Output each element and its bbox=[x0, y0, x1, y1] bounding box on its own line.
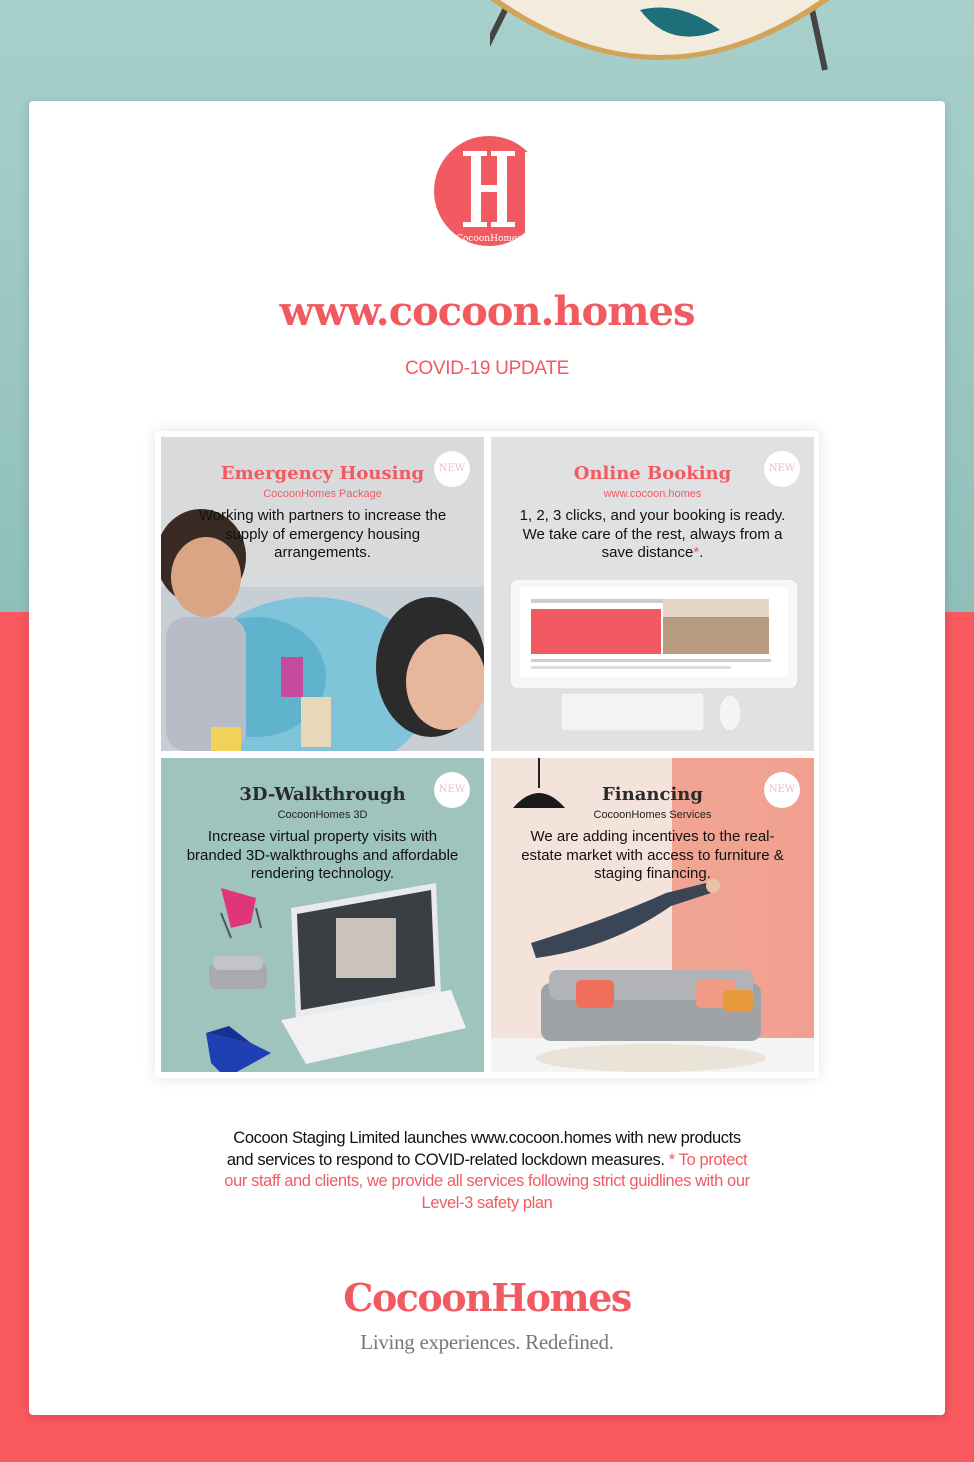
chair-decoration bbox=[490, 0, 830, 100]
announcement-main: Cocoon Staging Limited launches www.cocoon.homes with new products and services to respond to COVID-related lockdown measures. bbox=[226, 1129, 741, 1169]
site-url[interactable]: www.cocoon.homes bbox=[279, 288, 695, 335]
tile-subtitle: CocoonHomes 3D bbox=[277, 809, 368, 821]
tile-emergency-housing[interactable] bbox=[161, 437, 484, 751]
tile-online-booking[interactable] bbox=[491, 437, 814, 751]
tile-description: We are adding incentives to the real-estate market with access to furniture & staging financing. bbox=[521, 828, 784, 882]
new-badge: NEW bbox=[764, 451, 800, 487]
brand-tagline: Living experiences. Redefined. bbox=[360, 1330, 614, 1354]
logo-text: CocoonHomes bbox=[456, 234, 522, 244]
tile-title: Online Booking bbox=[573, 463, 732, 484]
new-badge: NEW bbox=[434, 451, 470, 487]
tile-financing[interactable] bbox=[491, 758, 814, 1072]
tile-description: 1, 2, 3 clicks, and your booking is ready. We take care of the rest, always from a save distance*. bbox=[519, 507, 786, 561]
new-badge: NEW bbox=[434, 772, 470, 808]
tile-3d-walkthrough[interactable] bbox=[161, 758, 484, 1072]
financing-photo bbox=[491, 758, 814, 1072]
tile-title: 3D-Walkthrough bbox=[239, 784, 406, 805]
safety-notice: * To protect our staff and clients, we provide all services following strict guidlines with our Level-3 safety plan bbox=[224, 1150, 750, 1212]
tile-description: Working with partners to increase the supply of emergency housing arrangements. bbox=[198, 507, 447, 561]
cocoonhomes-logo-icon bbox=[433, 127, 543, 257]
tile-title: Emergency Housing bbox=[220, 463, 425, 484]
walkthrough-illustration bbox=[161, 758, 484, 1072]
tile-description-text: 1, 2, 3 clicks, and your booking is ready. We take care of the rest, always from a save distance bbox=[519, 507, 786, 561]
online-booking-illustration bbox=[491, 437, 814, 751]
tile-subtitle[interactable]: www.cocoon.homes bbox=[603, 488, 702, 500]
tile-description: Increase virtual property visits with branded 3D-walkthroughs and affordable rendering technology. bbox=[186, 828, 459, 882]
announcement-text bbox=[220, 1128, 754, 1214]
covid-update-label: COVID-19 UPDATE bbox=[404, 358, 570, 379]
tile-subtitle: CocoonHomes Package bbox=[263, 488, 382, 500]
tile-title: Financing bbox=[602, 784, 703, 805]
brand-name: CocoonHomes bbox=[343, 1275, 631, 1320]
new-badge: NEW bbox=[764, 772, 800, 808]
asterisk-mark: * bbox=[693, 544, 700, 561]
emergency-housing-photo bbox=[161, 437, 484, 751]
tile-subtitle: CocoonHomes Services bbox=[593, 809, 712, 821]
